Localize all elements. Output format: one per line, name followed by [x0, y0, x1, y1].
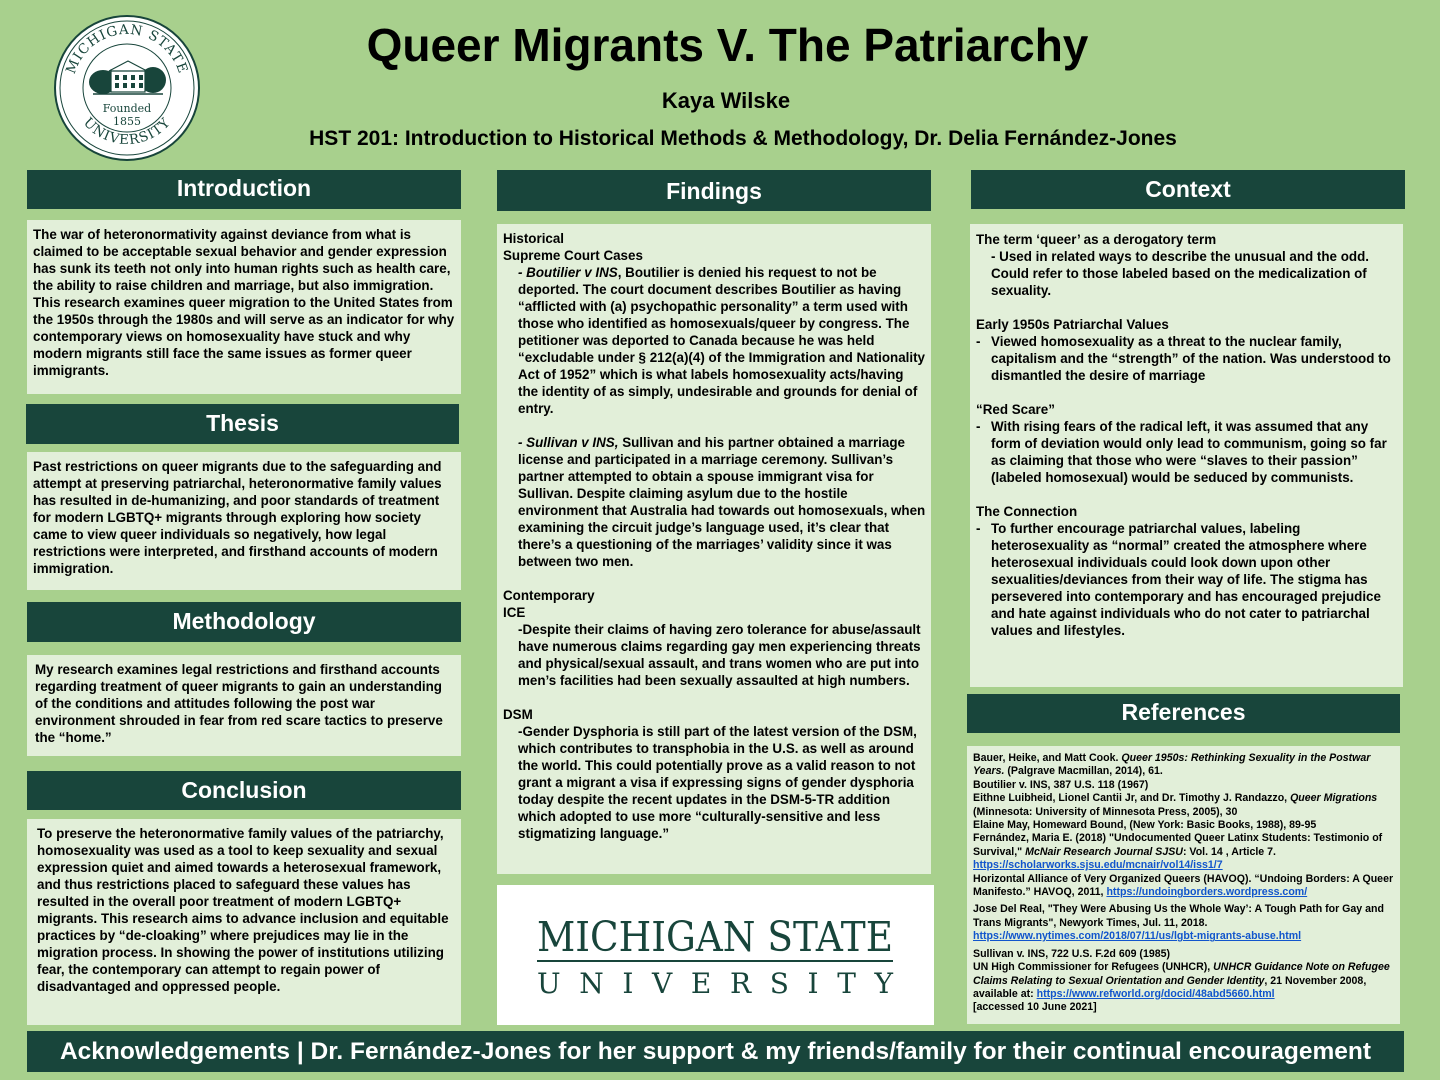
references-box: [967, 746, 1400, 1024]
seal-top-text: MICHIGAN STATE: [63, 21, 191, 77]
context-heading: Context: [971, 170, 1405, 209]
introduction-text: The war of heteronormativity against deviance from what is claimed to be acceptable sexual behavior and gender expression has sunk its teeth not only into human rights such as health care, the ability to raise children and marriage, but also immigration. This research examines queer migration to the United States from the 1950s through the 1980s and will serve as an indicator for why contemporary views on homosexuality have stuck and why modern migrants still face the same issues as former queer immigrants.: [33, 227, 455, 378]
findings-dsm: DSM: [503, 707, 533, 722]
ref-text: Jose Del Real, "They Were Abusing Us the Whole Way’: A Tough Path for Gay and Trans Migrants", Newyork Times, Jul. 11, 2018.: [973, 903, 1384, 929]
context-connection-title: The Connection: [976, 504, 1078, 519]
ref-text: (Palgrave Macmillan, 2014), 61.: [1004, 765, 1163, 778]
case-sullivan-name: - Sullivan v INS,: [518, 435, 619, 450]
reference-fernandez: [973, 832, 1394, 872]
methodology-heading: Methodology: [27, 602, 461, 642]
ref-text: Fernández, Maria E. (2018) "Undocumented Queer Latinx Students: Testimonio of Survival,": [973, 832, 1383, 858]
seal-founded: Founded: [102, 102, 152, 115]
methodology-box: [27, 655, 461, 756]
case-boutilier-text: , Boutilier is denied his request to not be deported. The court document describes Boutilier as having “afflicted with (a) psychopathic personality” a term used with those who identified as homosexuals/queer by congress. The petitioner was deported to Canada because he was held “excludable under § 212(a)(4) of the Immigration and Nationality Act of 1952” which is what labels homosexuality acts/having the identity of as simply, undesirable and grounds for denial of entry.: [518, 265, 926, 416]
reference-link-havoq[interactable]: https://undoingborders.wordpress.com/: [1106, 886, 1308, 899]
ref-text: [accessed 10 June 2021]: [973, 1001, 1097, 1014]
poster-course: HST 201: Introduction to Historical Methods & Methodology, Dr. Delia Fernández-Jones: [309, 127, 1177, 150]
findings-contemporary: Contemporary: [503, 588, 595, 603]
reference-may: Elaine May, Homeward Bound, (New York: Basic Books, 1988), 89-95: [973, 819, 1317, 832]
reference-havoq: [973, 873, 1394, 900]
ref-text: , 21 November 2008, available at:: [973, 974, 1367, 1000]
references-heading: References: [967, 694, 1400, 733]
findings-box: [497, 224, 931, 874]
ref-italic: Queer Migrations: [1290, 792, 1378, 805]
context-redscare-text: With rising fears of the radical left, it was assumed that any form of deviation would only lead to communism, going so far as claiming that those who were “slaves to their passion” (labeled homosexual) would be seduced by communists.: [991, 419, 1387, 485]
context-box: [970, 224, 1403, 687]
reference-delreal: [973, 903, 1394, 943]
findings-dsm-text: -Gender Dysphoria is still part of the latest version of the DSM, which contributes to transphobia in the U.S. as well as around the world. This could potentially prove as a valid reason to not grant a migrant a visa if expressing signs of gender dysphoria today despite the recent updates in the DSM-5-TR addition which adopted to use more “culturally-sensitive and less stigmatizing language.”: [518, 724, 917, 841]
acknowledgements-banner: Acknowledgements | Dr. Fernández-Jones for her support & my friends/family for their continual encouragement: [27, 1031, 1404, 1072]
findings-heading: Findings: [497, 170, 931, 211]
conclusion-text: To preserve the heteronormative family values of the patriarchy, homosexuality was used as a tool to keep sexuality and sexual expression quiet and aimed towards a heterosexual framework, and thus restrictions placed to safeguard these values has resulted in the overall poor treatment of modern LGBTQ+ migrants. This research aims to advance inclusion and equitable practices by “de-cloaking” where prejudices may lie in the migration process. In showing the power of institutions utilizing fear, the contemporary can attempt to regain power of disadvantaged and oppressed people.: [37, 826, 449, 994]
introduction-heading: Introduction: [27, 170, 461, 209]
ref-text: Bauer, Heike, and Matt Cook.: [973, 752, 1122, 764]
context-connection-text: To further encourage patriarchal values, labeling heterosexuality as “normal” created the atmosphere where heterosexual individuals could look down upon other sexualities/deviances from their way of life. The stigma has persevered into contemporary and has encouraged prejudice and hate against individuals who do not cater to patriarchal values and lifestyles.: [991, 521, 1381, 638]
dash-marker: -: [976, 419, 981, 434]
ref-italic: McNair Research Journal SJSU: [1025, 845, 1183, 858]
findings-supreme-court: Supreme Court Cases: [503, 248, 643, 263]
conclusion-heading: Conclusion: [27, 771, 461, 810]
findings-historical: Historical: [503, 231, 565, 246]
context-queer-text: - Used in related ways to describe the unusual and the odd. Could refer to those labeled based on the medicalization of sexuality.: [991, 249, 1369, 298]
context-1950s-title: Early 1950s Patriarchal Values: [976, 317, 1169, 332]
context-redscare-title: “Red Scare”: [976, 402, 1055, 417]
context-queer-title: The term ‘queer’ as a derogatory term: [976, 232, 1217, 247]
seal-bottom-text: UNIVERSITY: [79, 114, 175, 149]
reference-link-nytimes[interactable]: https://www.nytimes.com/2018/07/11/us/lgbt-migrants-abuse.html: [973, 930, 1302, 943]
reference-link-sjsu[interactable]: https://scholarworks.sjsu.edu/mcnair/vol14/iss1/7: [973, 859, 1223, 872]
reference-sullivan: Sullivan v. INS, 722 U.S. F.2d 609 (1985): [973, 947, 1171, 960]
poster-title: Queer Migrants V. The Patriarchy: [366, 19, 1089, 71]
ref-text: Horizontal Alliance of Very Organized Queers (HAVOQ). “Undoing Borders: A Queer Manifesto.” HAVOQ, 2011,: [973, 872, 1394, 899]
ref-text: : Vol. 14 , Article 7.: [1182, 845, 1276, 858]
thesis-box: [27, 452, 461, 590]
ref-text: UN High Commissioner for Refugees (UNHCR),: [973, 961, 1214, 974]
thesis-heading: Thesis: [26, 404, 459, 444]
ref-text: (Minnesota: University of Minnesota Press, 2005), 30: [973, 805, 1238, 818]
methodology-text: My research examines legal restrictions and firsthand accounts regarding treatment of queer migrants to gain an understanding of the conditions and attitudes following the post war environment shrouded in fear from red scare tactics to preserve the “home.”: [35, 662, 443, 745]
logo-line1: MICHIGAN STATE: [537, 913, 893, 961]
findings-ice: ICE: [503, 605, 526, 620]
reference-unhcr: [973, 961, 1394, 1015]
thesis-text: Past restrictions on queer migrants due to the safeguarding and attempt at preserving patriarchal, heteronormative family values has resulted in de-humanizing, and poor standards of treatment for modern LGBTQ+ migrants through exploring how society came to view queer individuals so negatively, how legal restrictions were interpreted, and firsthand accounts of modern immigration.: [33, 459, 442, 576]
ref-italic: Queer 1950s: Rethinking Sexuality in the Postwar Years.: [973, 752, 1371, 778]
context-connection-item: [976, 520, 1397, 639]
dash-marker: -: [976, 334, 981, 349]
reference-boutilier: Boutilier v. INS, 387 U.S. 118 (1967): [973, 778, 1149, 791]
poster-author: Kaya Wilske: [661, 88, 791, 113]
msu-wordmark-logo: [497, 885, 934, 1025]
reference-link-refworld[interactable]: https://www.refworld.org/docid/48abd5660.html: [1036, 987, 1275, 1000]
findings-case-boutilier: [503, 264, 927, 417]
case-sullivan-text: Sullivan and his partner obtained a marriage license and participated in a marriage ceremony. Sullivan’s partner attempted to obtain a spouse immigrant visa for Sullivan. Despite claiming asylum due to the hostile environment that Australia had towards out homosexuals, when examining the circuit judge’s language used, it’s clear that there’s a questioning of the marriages’ validity since it was between two men.: [518, 435, 926, 569]
logo-line2: UNIVERSITY: [537, 967, 893, 1000]
findings-case-sullivan: [503, 434, 927, 570]
ref-italic: UNHCR Guidance Note on Refugee Claims Relating to Sexual Orientation and Gender Identity: [973, 961, 1390, 987]
dash-marker: -: [976, 521, 981, 536]
seal-year: 1855: [113, 115, 141, 128]
context-1950s-item: [976, 333, 1397, 384]
context-redscare-item: [976, 418, 1397, 486]
introduction-box: [27, 220, 461, 394]
reference-luibheid: [973, 792, 1394, 819]
findings-ice-text: -Despite their claims of having zero tolerance for abuse/assault have numerous claims regarding gay men experiencing threats and physical/sexual assault, and trans women who are put into men’s facilities had been sexually assaulted at high numbers.: [518, 622, 921, 688]
conclusion-box: [27, 819, 461, 1025]
ref-text: Eithne Luibheid, Lionel Cantii Jr, and Dr. Timothy J. Randazzo,: [973, 792, 1291, 805]
case-boutilier-name: - Boutilier v INS: [518, 265, 618, 280]
context-1950s-text: Viewed homosexuality as a threat to the nuclear family, capitalism and the “strength” of the nation. Was understood to dismantled the desire of marriage: [991, 334, 1391, 383]
reference-bauer: [973, 752, 1394, 779]
